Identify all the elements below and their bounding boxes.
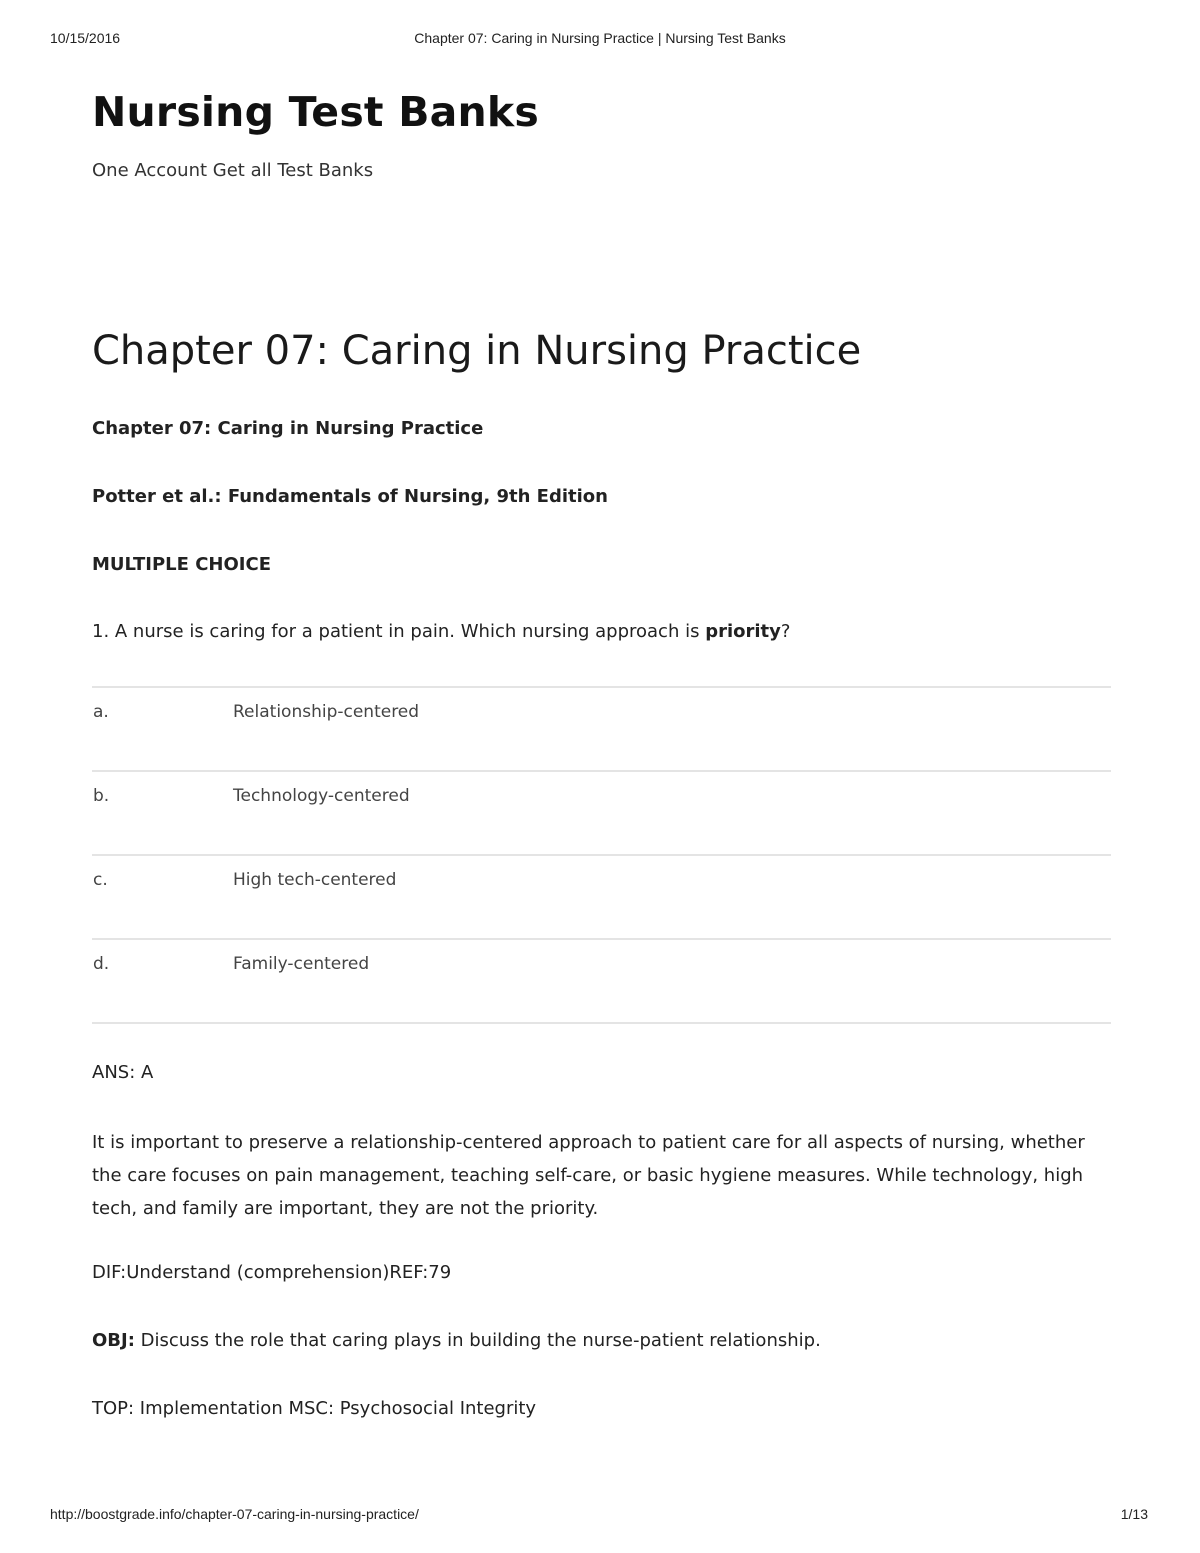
print-date: 10/15/2016: [50, 30, 121, 46]
question-suffix: ?: [780, 621, 791, 642]
difficulty-reference: DIF:Understand (comprehension)REF:79: [92, 1262, 452, 1283]
site-title[interactable]: Nursing Test Banks: [92, 88, 539, 136]
section-heading: MULTIPLE CHOICE: [92, 554, 271, 575]
choice-letter: d.: [92, 939, 232, 1023]
chapter-heading: Chapter 07: Caring in Nursing Practice: [92, 418, 484, 439]
objective-text: Discuss the role that caring plays in building the nurse-patient relationship.: [134, 1330, 821, 1351]
site-tagline: One Account Get all Test Banks: [92, 160, 374, 181]
choice-letter: a.: [92, 687, 232, 771]
post-title: Chapter 07: Caring in Nursing Practice: [92, 328, 862, 374]
print-url[interactable]: http://boostgrade.info/chapter-07-caring-in-nursing-practice/: [50, 1506, 419, 1522]
choice-text: Family-centered: [232, 939, 1111, 1023]
book-heading: Potter et al.: Fundamentals of Nursing, 9th Edition: [92, 486, 608, 507]
choice-row: [92, 939, 1111, 1023]
topic-category: TOP: Implementation MSC: Psychosocial Integrity: [92, 1398, 537, 1419]
question-prefix: 1. A nurse is caring for a patient in pain. Which nursing approach is: [92, 621, 706, 642]
choice-letter: c.: [92, 855, 232, 939]
choice-row: [92, 771, 1111, 855]
answer-rationale: It is important to preserve a relationship-centered approach to patient care for all aspects of nursing, whether the care focuses on pain management, teaching self-care, or basic hygiene measures. While technology, high tech, and family are important, they are not the priority.: [92, 1132, 1085, 1219]
choice-row: [92, 855, 1111, 939]
question-text: [92, 621, 790, 642]
objective: [92, 1330, 821, 1351]
choice-text: Technology-centered: [232, 771, 1111, 855]
choice-text: Relationship-centered: [232, 687, 1111, 771]
question-emphasis: priority: [705, 621, 781, 642]
choice-row: [92, 687, 1111, 771]
objective-label: OBJ:: [92, 1330, 135, 1351]
print-page-title: Chapter 07: Caring in Nursing Practice | Nursing Test Banks: [414, 30, 786, 46]
answer-choices-table: [92, 686, 1111, 1024]
print-page-number: 1/13: [1120, 1506, 1148, 1522]
choice-letter: b.: [92, 771, 232, 855]
choice-text: High tech-centered: [232, 855, 1111, 939]
answer-key: ANS: A: [92, 1062, 154, 1083]
